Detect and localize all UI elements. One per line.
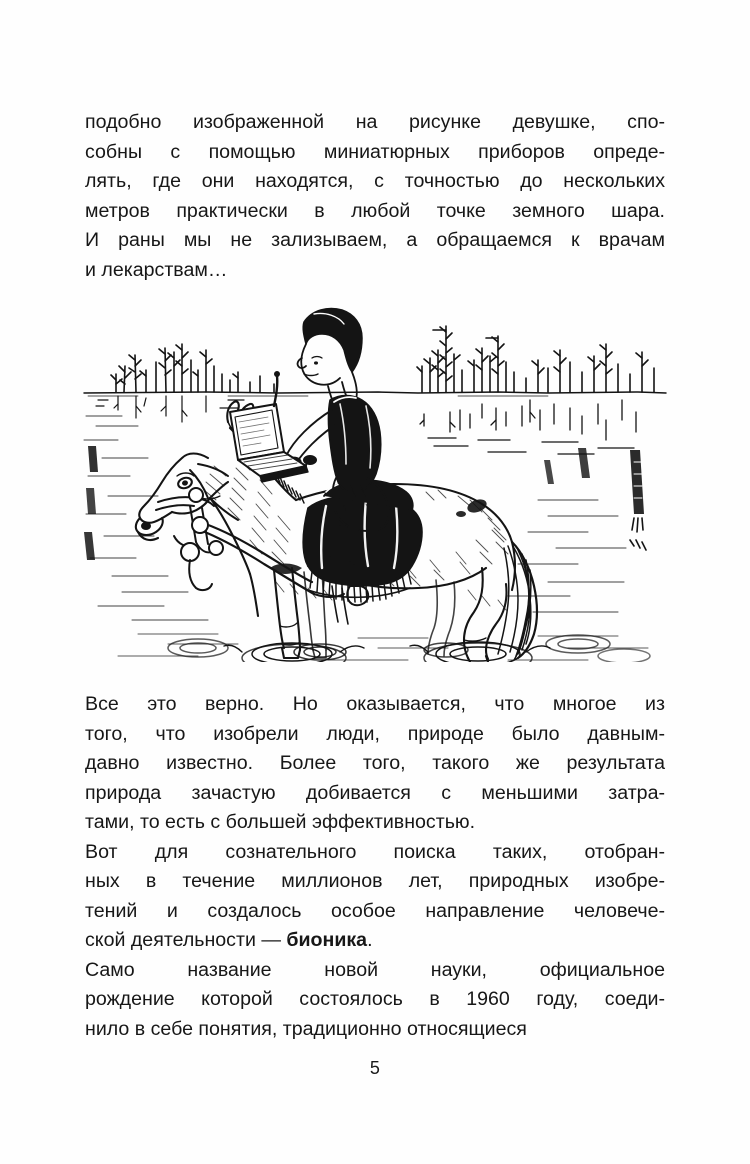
bold-term-bionika: бионика xyxy=(286,929,368,951)
reflections-right xyxy=(420,400,636,454)
paragraph-continuation xyxy=(85,108,665,285)
bottom-text-block xyxy=(85,690,665,1044)
text-line-prefix: ской деятельности — xyxy=(85,929,287,951)
paragraph-1 xyxy=(85,690,665,838)
laptop xyxy=(230,371,308,482)
text-line: собны с помощью миниатюрных приборов опреде- xyxy=(85,140,665,163)
foreground-water xyxy=(118,634,648,660)
text-line: и лекарствам… xyxy=(85,258,228,281)
background-reeds-left xyxy=(111,344,274,392)
paragraph-3 xyxy=(85,956,665,1045)
reflections-left xyxy=(96,396,244,422)
text-line: ных в течение миллионов лет, природных изобре- xyxy=(85,870,665,892)
horizon-line xyxy=(84,392,666,396)
text-line: нило в себе понятия, традиционно относящиеся xyxy=(85,1017,527,1040)
background-reeds-right xyxy=(417,326,654,392)
horse-tail xyxy=(498,542,537,660)
top-text-block xyxy=(85,108,665,285)
illustration-girl-on-horse-with-laptop xyxy=(78,300,672,662)
text-line: Все это верно. Но оказывается, что многое из xyxy=(85,693,665,715)
text-line: природа зачастую добивается с меньшими затра- xyxy=(85,781,665,804)
text-line: подобно изображенной на рисунке девушке, спо- xyxy=(85,111,665,133)
text-line-suffix: . xyxy=(367,929,373,951)
text-line: тений и создалось особое направление человече- xyxy=(85,899,665,922)
paragraph-2 xyxy=(85,838,665,956)
illustration-svg xyxy=(78,300,672,662)
text-line: Вот для сознательного поиска таких, отобран- xyxy=(85,840,665,863)
text-line: метров практически в любой точке земного шара. xyxy=(85,199,665,222)
page-number: 5 xyxy=(369,1058,381,1078)
text-line: давно известно. Более того, такого же результата xyxy=(85,752,665,774)
text-line: И раны мы не зализываем, а обращаемся к врачам xyxy=(85,229,665,251)
text-line: рождение которой состоялось в 1960 году, соеди- xyxy=(85,988,665,1010)
text-line-with-term xyxy=(85,926,665,956)
text-line: Само название новой науки, официальное xyxy=(85,958,665,981)
text-line: лять, где они находятся, с точностью до нескольких xyxy=(85,170,665,192)
text-line: того, что изобрели люди, природе было давным- xyxy=(85,722,665,745)
text-line: тами, то есть с большей эффективностью. xyxy=(85,811,476,833)
